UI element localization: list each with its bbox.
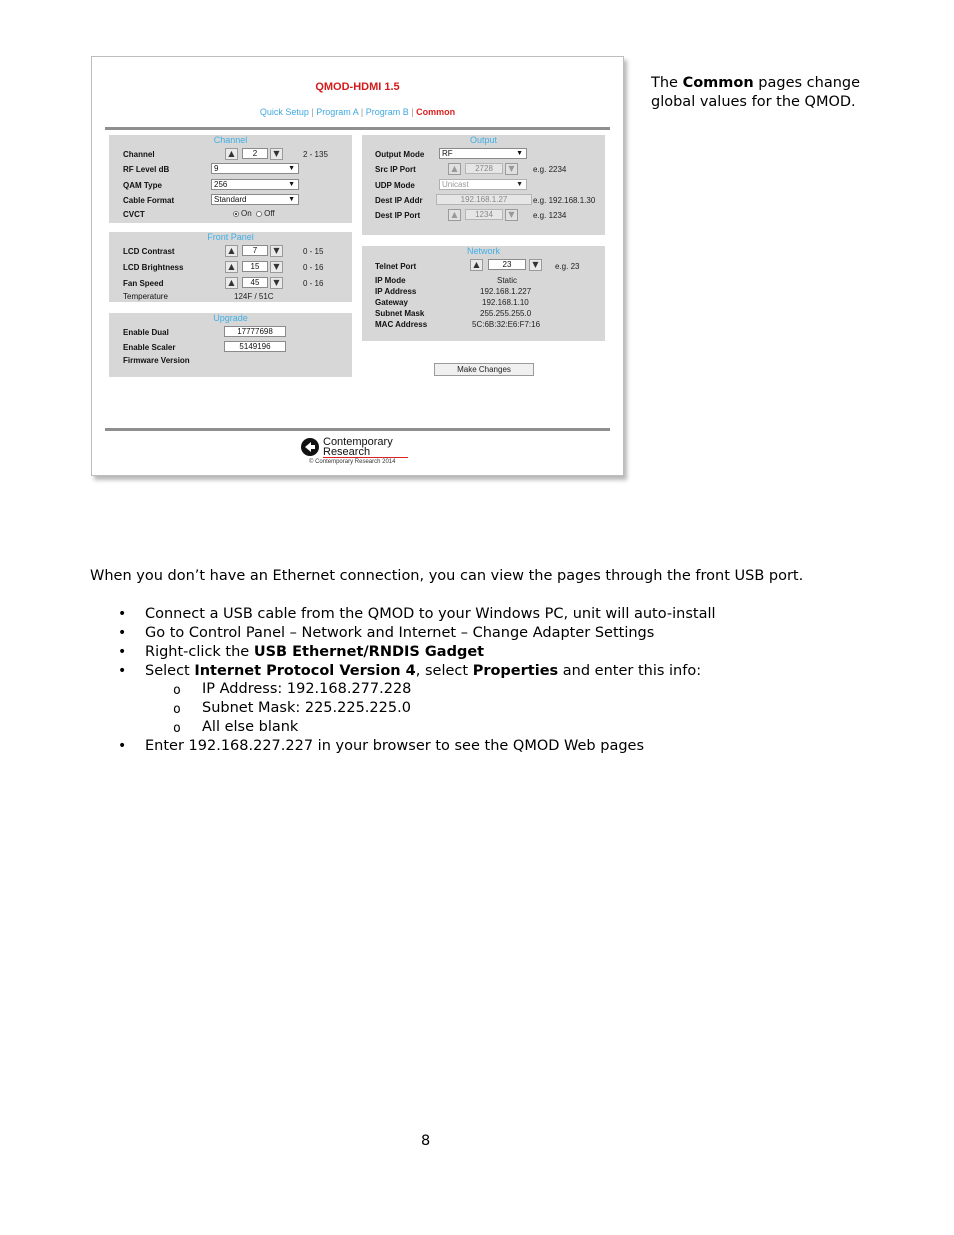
telnet-down-icon[interactable]: ▼ [529, 259, 542, 271]
sub-bullet-icon: o [173, 721, 181, 736]
gateway-value: 192.168.1.10 [482, 298, 529, 307]
radio-off-icon[interactable] [256, 211, 262, 217]
fan-range: 0 - 16 [303, 279, 324, 288]
bullet-icon: • [118, 738, 127, 754]
logo-line-1: Contemporary [323, 436, 393, 448]
cvct-radios[interactable] [233, 209, 275, 218]
chevron-down-icon: ▼ [288, 196, 295, 203]
rf-level-select[interactable]: 9 ▼ [211, 163, 299, 174]
rf-level-label: RF Level dB [123, 165, 170, 174]
subnet-mask-label: Subnet Mask [375, 309, 425, 318]
upgrade-title: Upgrade [213, 313, 248, 323]
page-number: 8 [421, 1133, 431, 1149]
nav-common[interactable]: Common [416, 107, 456, 117]
side-note-line-1: The Common pages change [651, 75, 861, 91]
cvct-label: CVCT [123, 210, 145, 219]
nav-sep: | [411, 107, 414, 117]
intro-paragraph: When you don’t have an Ethernet connection, you can view the pages through the front USB port. [90, 568, 804, 584]
chevron-down-icon: ▼ [516, 181, 523, 188]
qmod-web-screenshot [91, 56, 624, 476]
nav-program-b[interactable]: Program B [365, 107, 409, 117]
temperature-label: Temperature [123, 292, 168, 301]
channel-down-icon[interactable]: ▼ [270, 148, 283, 160]
src-ip-port-label: Src IP Port [375, 165, 416, 174]
lcd-contrast-label: LCD Contrast [123, 247, 175, 256]
output-mode-select[interactable]: RF ▼ [439, 148, 527, 159]
gateway-label: Gateway [375, 298, 408, 307]
network-title: Network [466, 246, 500, 256]
src-port-up-icon[interactable]: ▲ [448, 163, 461, 175]
divider-bottom [105, 428, 610, 431]
divider-top [105, 127, 610, 130]
enable-scaler-label: Enable Scaler [123, 343, 176, 352]
make-changes-button[interactable]: Make Changes [434, 363, 534, 376]
telnet-port-example: e.g. 23 [555, 262, 580, 271]
dest-ip-port-label: Dest IP Port [375, 211, 421, 220]
bullet-2: Go to Control Panel – Network and Internet – Change Adapter Settings [145, 625, 655, 641]
ip-mode-value: Static [497, 276, 518, 285]
chevron-down-icon: ▼ [516, 150, 523, 157]
qam-type-select[interactable]: 256 ▼ [211, 179, 299, 190]
ip-address-label: IP Address [375, 287, 417, 296]
bullet-4: Select Internet Protocol Version 4, select Properties and enter this info: [145, 663, 702, 679]
dest-port-down-icon[interactable]: ▼ [505, 209, 518, 221]
nav-bar [92, 107, 623, 117]
contrast-up-icon[interactable]: ▲ [225, 245, 238, 257]
qam-type-label: QAM Type [123, 181, 162, 190]
enable-dual-label: Enable Dual [123, 328, 169, 337]
bullet-1: Connect a USB cable from the QMOD to your Windows PC, unit will auto-install [145, 606, 716, 622]
contrast-input[interactable]: 7 [242, 245, 268, 256]
lcd-brightness-label: LCD Brightness [123, 263, 184, 272]
nav-sep: | [311, 107, 314, 117]
fan-down-icon[interactable]: ▼ [270, 277, 283, 289]
output-panel [362, 135, 605, 235]
bullet-icon: • [118, 606, 127, 622]
fan-up-icon[interactable]: ▲ [225, 277, 238, 289]
brightness-input[interactable]: 15 [242, 261, 268, 272]
bullet-3: Right-click the USB Ethernet/RNDIS Gadget [145, 644, 485, 660]
qmod-title: QMOD-HDMI 1.5 [315, 81, 400, 93]
radio-on-icon[interactable] [233, 211, 239, 217]
output-mode-label: Output Mode [375, 150, 425, 159]
dest-ip-port-input[interactable]: 1234 [465, 209, 503, 220]
enable-scaler-input[interactable]: 5149196 [224, 341, 286, 352]
fan-speed-label: Fan Speed [123, 279, 164, 288]
cvct-off-label: Off [264, 209, 275, 218]
firmware-version-label: Firmware Version [123, 356, 190, 365]
src-ip-port-input[interactable]: 2728 [465, 163, 503, 174]
front-panel-title: Front Panel [207, 232, 254, 242]
ip-mode-label: IP Mode [375, 276, 406, 285]
bullet-icon: • [118, 663, 127, 679]
udp-mode-label: UDP Mode [375, 181, 415, 190]
chevron-down-icon: ▼ [288, 165, 295, 172]
ip-address-value: 192.168.1.227 [480, 287, 532, 296]
sub-bullet-icon: o [173, 683, 181, 698]
channel-range: 2 - 135 [303, 150, 328, 159]
channel-panel [109, 135, 352, 223]
brightness-range: 0 - 16 [303, 263, 324, 272]
dest-ip-port-example: e.g. 1234 [533, 211, 567, 220]
front-panel-panel [109, 232, 352, 302]
contrast-range: 0 - 15 [303, 247, 324, 256]
cable-format-label: Cable Format [123, 196, 175, 205]
dest-ip-addr-label: Dest IP Addr [375, 196, 423, 205]
telnet-up-icon[interactable]: ▲ [470, 259, 483, 271]
output-title: Output [469, 135, 498, 145]
upgrade-panel [109, 313, 352, 377]
chevron-down-icon: ▼ [288, 181, 295, 188]
brightness-up-icon[interactable]: ▲ [225, 261, 238, 273]
src-ip-port-example: e.g. 2234 [533, 165, 567, 174]
channel-input[interactable]: 2 [242, 148, 268, 159]
udp-mode-select[interactable]: Unicast ▼ [439, 179, 527, 190]
nav-sep: | [360, 107, 364, 117]
mac-address-label: MAC Address [375, 320, 428, 329]
channel-label: Channel [123, 150, 155, 159]
sub-bullet-3: All else blank [202, 719, 299, 735]
side-note-line-2: global values for the QMOD. [651, 94, 856, 110]
channel-up-icon[interactable]: ▲ [225, 148, 238, 160]
sub-bullet-2: Subnet Mask: 225.225.225.0 [202, 700, 411, 716]
fan-input[interactable]: 45 [242, 277, 268, 288]
sub-bullet-icon: o [173, 702, 181, 717]
contemporary-research-logo-icon [300, 437, 320, 457]
network-panel [362, 246, 605, 341]
bullet-icon: • [118, 625, 127, 641]
temperature-value: 124F / 51C [234, 292, 274, 301]
brightness-down-icon[interactable]: ▼ [270, 261, 283, 273]
telnet-port-label: Telnet Port [375, 262, 417, 271]
logo-text [323, 437, 408, 458]
dest-ip-addr-input[interactable]: 192.168.1.27 [436, 194, 532, 205]
dest-port-up-icon[interactable]: ▲ [448, 209, 461, 221]
src-port-down-icon[interactable]: ▼ [505, 163, 518, 175]
nav-quick-setup[interactable]: Quick Setup [259, 107, 309, 117]
subnet-mask-value: 255.255.255.0 [480, 309, 532, 318]
enable-dual-input[interactable]: 17777698 [224, 326, 286, 337]
sub-bullet-1: IP Address: 192.168.277.228 [202, 681, 412, 697]
telnet-port-input[interactable]: 23 [488, 259, 526, 270]
copyright: © Contemporary Research 2014 [309, 459, 396, 465]
nav-program-a[interactable]: Program A [316, 107, 359, 117]
bullet-icon: • [118, 644, 127, 660]
contrast-down-icon[interactable]: ▼ [270, 245, 283, 257]
dest-ip-addr-example: e.g. 192.168.1.30 [533, 196, 596, 205]
channel-title: Channel [213, 135, 248, 145]
cable-format-select[interactable]: Standard ▼ [211, 194, 299, 205]
logo-line-2: Research [323, 447, 408, 458]
mac-address-value: 5C:6B:32:E6:F7:16 [472, 320, 541, 329]
bullet-5: Enter 192.168.227.227 in your browser to see the QMOD Web pages [145, 738, 645, 754]
cvct-on-label: On [241, 209, 252, 218]
